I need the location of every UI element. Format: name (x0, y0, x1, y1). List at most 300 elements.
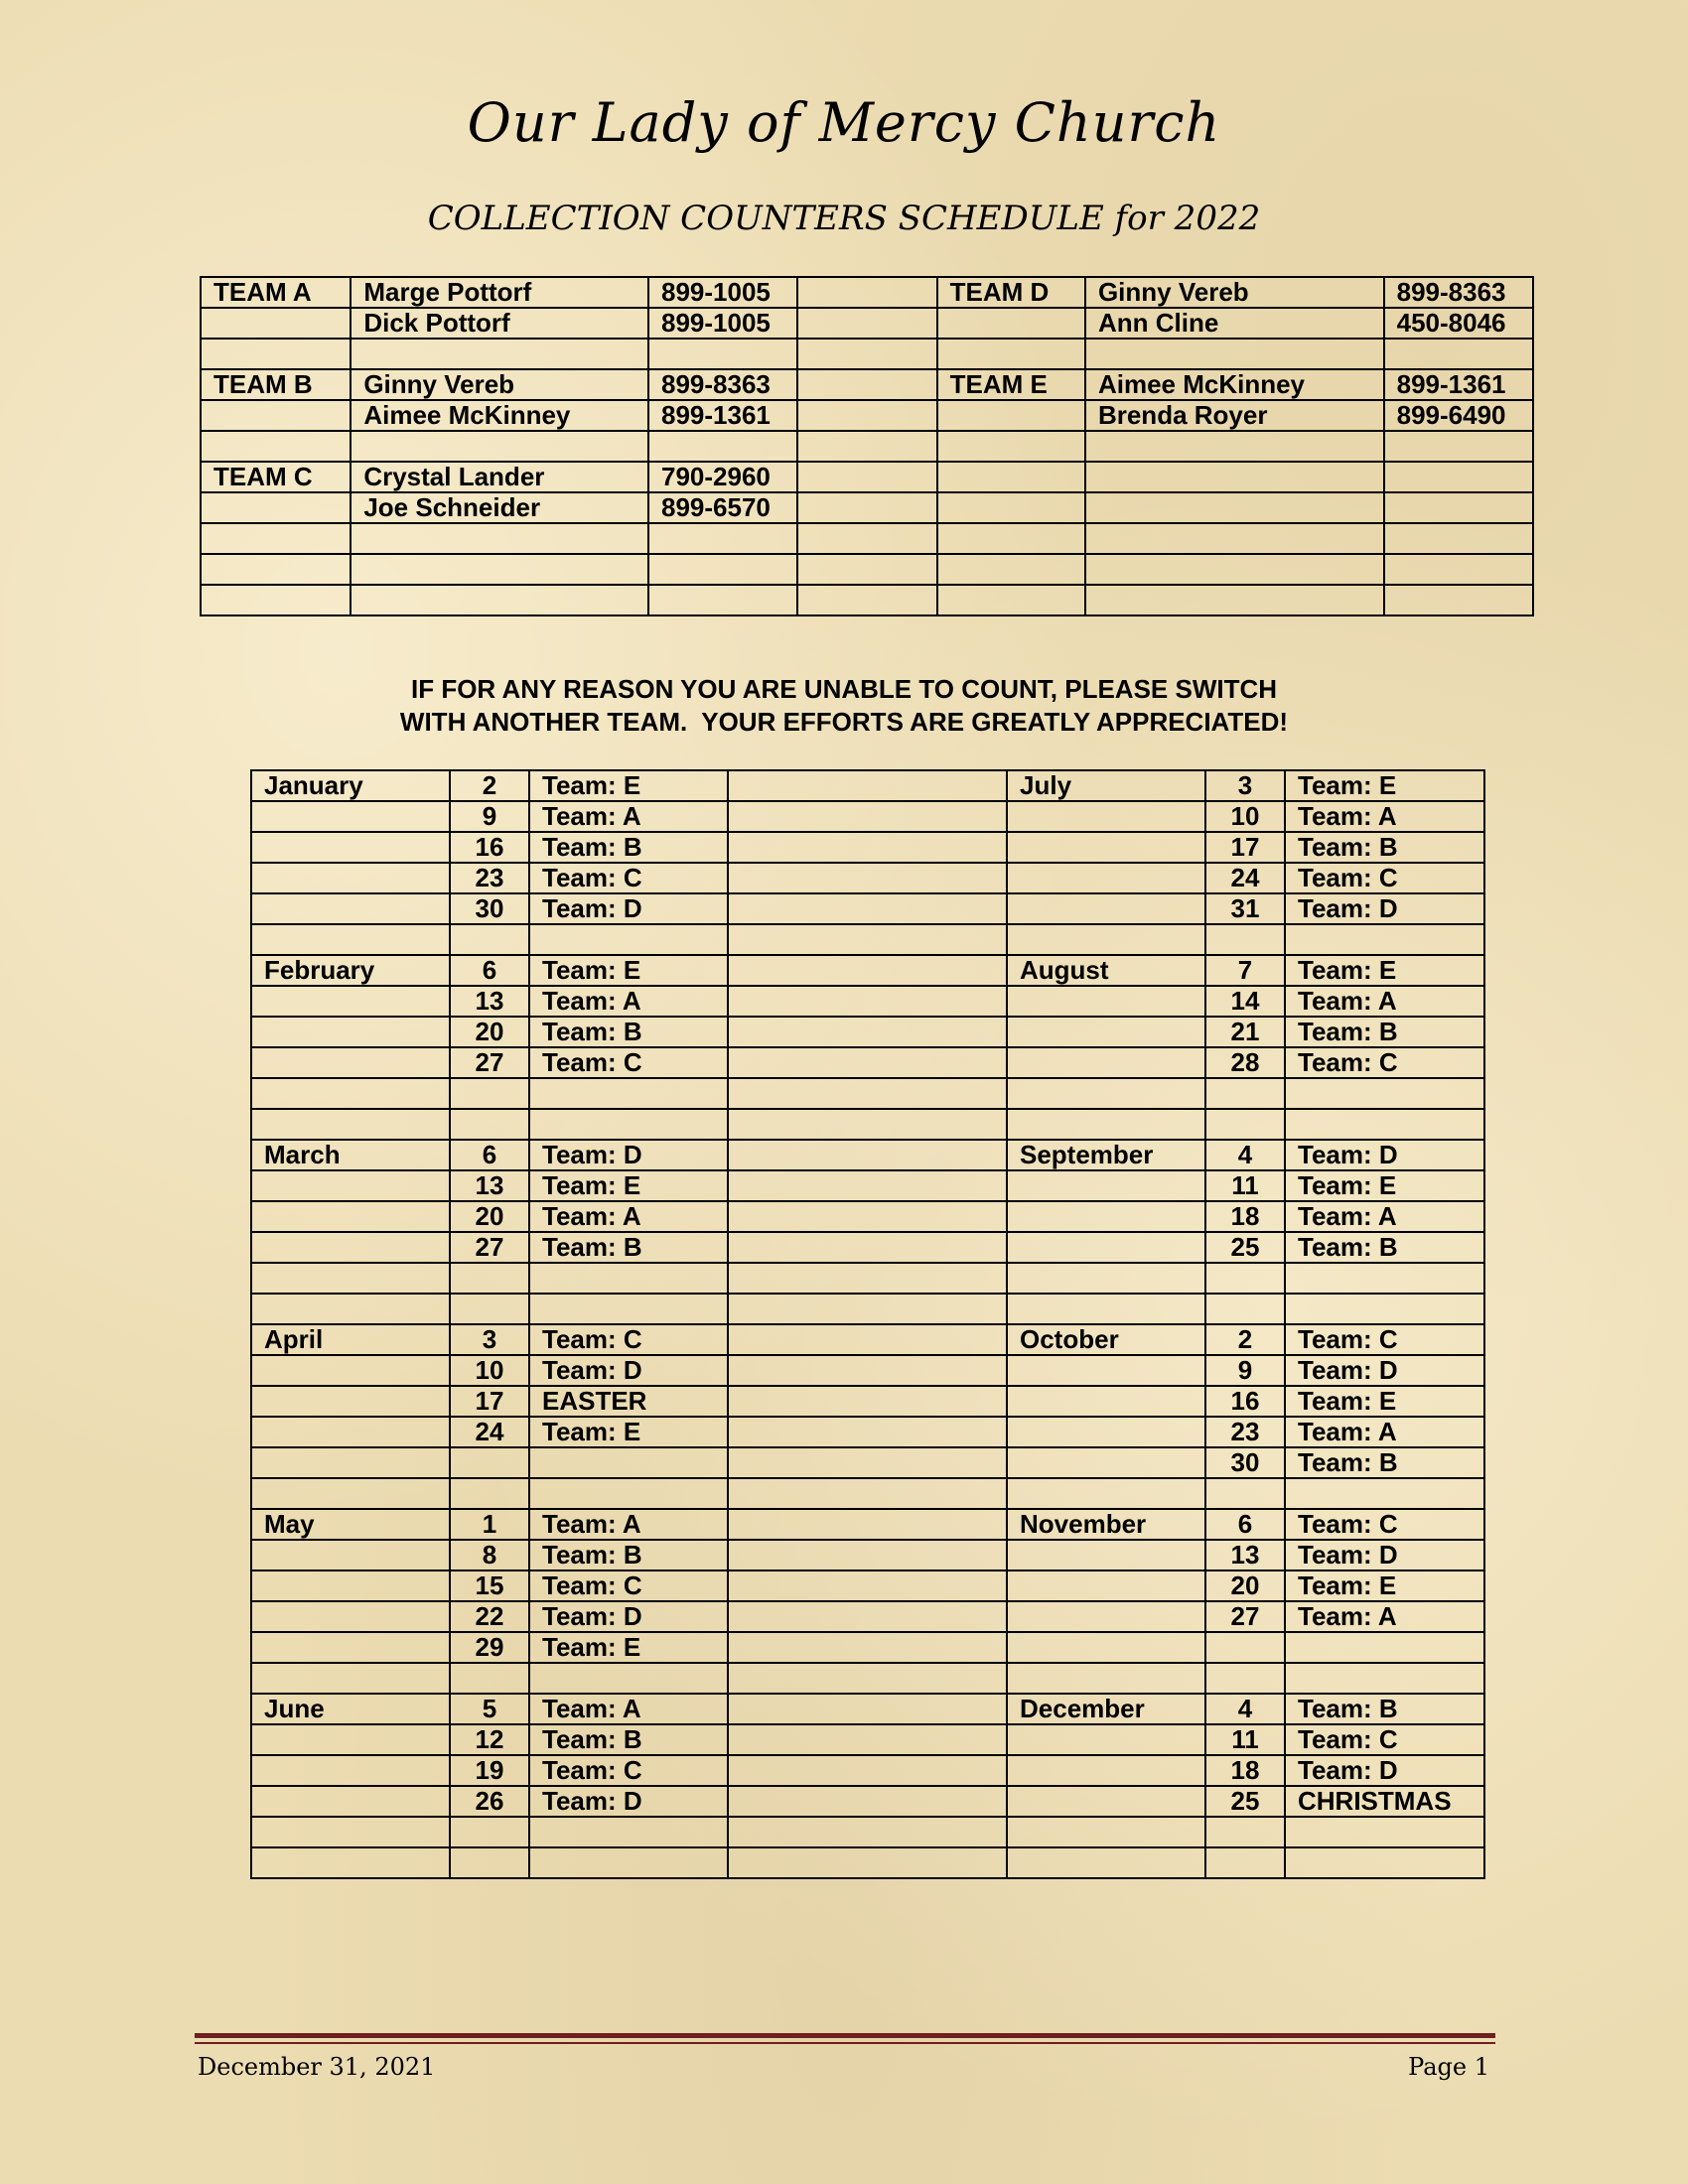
table-cell: Team: A (1285, 1201, 1484, 1232)
schedule-row (251, 1786, 1484, 1817)
table-cell (728, 1509, 1007, 1540)
table-cell (251, 1786, 450, 1817)
table-cell: 28 (1205, 1047, 1285, 1078)
table-cell: Team: D (1285, 1140, 1484, 1170)
table-cell (450, 1478, 529, 1509)
table-cell: TEAM D (937, 277, 1085, 308)
table-cell (728, 1294, 1007, 1324)
table-cell (1285, 1109, 1484, 1140)
table-cell: Team: B (1285, 1017, 1484, 1047)
table-cell (728, 1724, 1007, 1755)
table-cell: 7 (1205, 955, 1285, 986)
table-cell (728, 1755, 1007, 1786)
team-row (201, 369, 1533, 400)
team-row (201, 523, 1533, 554)
team-row (201, 554, 1533, 585)
table-cell: 4 (1205, 1140, 1285, 1170)
table-cell: 6 (450, 1140, 529, 1170)
table-cell: Aimee McKinney (351, 400, 648, 431)
table-cell: 4 (1205, 1694, 1285, 1724)
team-row (201, 277, 1533, 308)
table-cell (797, 277, 936, 308)
table-cell: Team: E (1285, 770, 1484, 801)
schedule-row (251, 1140, 1484, 1170)
table-cell (529, 1663, 728, 1694)
table-cell (251, 1386, 450, 1417)
table-cell (1007, 863, 1205, 893)
table-cell: January (251, 770, 450, 801)
table-cell (1285, 1478, 1484, 1509)
schedule-row (251, 1017, 1484, 1047)
table-cell (450, 1109, 529, 1140)
table-cell (1007, 1017, 1205, 1047)
table-cell (937, 523, 1085, 554)
table-cell (251, 1263, 450, 1294)
table-cell (450, 924, 529, 955)
table-cell (201, 554, 351, 585)
table-cell (1285, 1632, 1484, 1663)
table-cell (251, 924, 450, 955)
table-cell: 20 (450, 1201, 529, 1232)
table-cell (1085, 585, 1384, 615)
table-cell (937, 431, 1085, 462)
table-cell (1007, 1263, 1205, 1294)
table-cell: Team: B (1285, 832, 1484, 863)
table-cell (1007, 1447, 1205, 1478)
table-cell: June (251, 1694, 450, 1724)
schedule-row (251, 1294, 1484, 1324)
schedule-row (251, 1817, 1484, 1847)
table-cell (251, 1601, 450, 1632)
table-cell: Team: A (529, 986, 728, 1017)
schedule-row (251, 1540, 1484, 1570)
table-cell (1007, 1540, 1205, 1570)
table-cell: 899-8363 (1384, 277, 1533, 308)
table-cell (201, 585, 351, 615)
table-cell: Joe Schneider (351, 492, 648, 523)
table-cell: 3 (450, 1324, 529, 1355)
table-cell: Team: D (1285, 1540, 1484, 1570)
team-row (201, 585, 1533, 615)
table-cell: Team: A (1285, 1417, 1484, 1447)
table-cell (1085, 523, 1384, 554)
table-cell: Team: D (529, 1786, 728, 1817)
table-cell (251, 1632, 450, 1663)
schedule-row (251, 1601, 1484, 1632)
table-cell (351, 431, 648, 462)
table-cell (728, 1540, 1007, 1570)
table-cell: Team: B (529, 1724, 728, 1755)
table-cell: 24 (450, 1417, 529, 1447)
table-cell (450, 1663, 529, 1694)
schedule-row (251, 1047, 1484, 1078)
table-cell: 10 (1205, 801, 1285, 832)
notice-line-2: WITH ANOTHER TEAM. YOUR EFFORTS ARE GREATLY APPRECIATED! (399, 707, 1289, 737)
table-cell (1285, 1663, 1484, 1694)
table-cell (728, 1601, 1007, 1632)
table-cell (251, 1201, 450, 1232)
table-cell (1007, 1201, 1205, 1232)
table-cell (251, 1817, 450, 1847)
footer-rule-thin (195, 2042, 1495, 2044)
table-cell (450, 1817, 529, 1847)
table-cell (728, 1170, 1007, 1201)
table-cell: 899-6490 (1384, 400, 1533, 431)
table-cell (1384, 339, 1533, 369)
table-cell (728, 1786, 1007, 1817)
table-cell: 10 (450, 1355, 529, 1386)
table-cell: 899-1361 (648, 400, 797, 431)
footer-date: December 31, 2021 (198, 2053, 436, 2081)
table-cell: EASTER (529, 1386, 728, 1417)
table-cell: Team: D (529, 893, 728, 924)
table-cell (1384, 492, 1533, 523)
table-cell (1285, 1078, 1484, 1109)
table-cell (728, 1663, 1007, 1694)
table-cell (797, 585, 936, 615)
table-cell: 13 (1205, 1540, 1285, 1570)
table-cell (728, 801, 1007, 832)
table-cell: Ginny Vereb (351, 369, 648, 400)
table-cell: Aimee McKinney (1085, 369, 1384, 400)
schedule-row (251, 1078, 1484, 1109)
table-cell: Team: C (529, 1047, 728, 1078)
table-cell (728, 955, 1007, 986)
table-cell: 24 (1205, 863, 1285, 893)
schedule-row (251, 1201, 1484, 1232)
table-cell: Team: E (1285, 1170, 1484, 1201)
table-cell (251, 1570, 450, 1601)
table-cell (937, 400, 1085, 431)
table-cell (797, 339, 936, 369)
table-cell (728, 1140, 1007, 1170)
table-cell: TEAM A (201, 277, 351, 308)
table-cell (251, 1540, 450, 1570)
table-cell: 11 (1205, 1170, 1285, 1201)
table-cell (251, 986, 450, 1017)
table-cell (529, 924, 728, 955)
table-cell (1085, 462, 1384, 492)
table-cell: Team: B (529, 1017, 728, 1047)
table-cell (728, 770, 1007, 801)
table-cell: 19 (450, 1755, 529, 1786)
table-cell (251, 801, 450, 832)
table-cell: Team: E (529, 955, 728, 986)
schedule-row (251, 1694, 1484, 1724)
table-cell (648, 554, 797, 585)
table-cell (251, 1294, 450, 1324)
schedule-row (251, 1355, 1484, 1386)
schedule-row (251, 1447, 1484, 1478)
table-cell: July (1007, 770, 1205, 801)
table-cell (251, 1447, 450, 1478)
table-cell: TEAM C (201, 462, 351, 492)
table-cell (728, 863, 1007, 893)
table-cell: 27 (450, 1232, 529, 1263)
table-cell: 18 (1205, 1755, 1285, 1786)
table-cell: Team: C (529, 1755, 728, 1786)
table-cell (797, 492, 936, 523)
team-row (201, 400, 1533, 431)
table-cell: Team: C (1285, 1724, 1484, 1755)
table-cell: 14 (1205, 986, 1285, 1017)
table-cell: 23 (1205, 1417, 1285, 1447)
table-cell (1085, 554, 1384, 585)
table-cell (937, 554, 1085, 585)
table-cell (728, 1847, 1007, 1878)
table-cell: 15 (450, 1570, 529, 1601)
table-cell: Team: D (1285, 893, 1484, 924)
table-cell (251, 893, 450, 924)
table-cell: Team: A (529, 1694, 728, 1724)
table-cell (251, 1170, 450, 1201)
table-cell (529, 1817, 728, 1847)
table-cell (529, 1478, 728, 1509)
table-cell: Team: B (1285, 1447, 1484, 1478)
table-cell (1007, 1601, 1205, 1632)
table-cell (251, 1078, 450, 1109)
table-cell: 31 (1205, 893, 1285, 924)
table-cell (1285, 1263, 1484, 1294)
table-cell: 26 (450, 1786, 529, 1817)
table-cell: Ginny Vereb (1085, 277, 1384, 308)
table-cell (1384, 523, 1533, 554)
table-cell (797, 431, 936, 462)
schedule-row (251, 770, 1484, 801)
table-cell: 899-6570 (648, 492, 797, 523)
schedule-row (251, 1170, 1484, 1201)
table-cell: 6 (450, 955, 529, 986)
table-cell (728, 1324, 1007, 1355)
table-cell: 790-2960 (648, 462, 797, 492)
table-cell (1285, 1817, 1484, 1847)
table-cell: 11 (1205, 1724, 1285, 1755)
table-cell (728, 1263, 1007, 1294)
table-cell: December (1007, 1694, 1205, 1724)
table-cell: Team: E (1285, 1386, 1484, 1417)
table-cell (797, 308, 936, 339)
table-cell (351, 554, 648, 585)
table-cell (1085, 492, 1384, 523)
table-cell: Team: A (1285, 801, 1484, 832)
table-cell: Ann Cline (1085, 308, 1384, 339)
table-cell (797, 554, 936, 585)
table-cell: 899-8363 (648, 369, 797, 400)
table-cell: 899-1361 (1384, 369, 1533, 400)
table-cell: 22 (450, 1601, 529, 1632)
table-cell (529, 1447, 728, 1478)
page-title: Our Lady of Mercy Church (467, 91, 1221, 154)
table-cell (1085, 339, 1384, 369)
table-cell: Team: A (529, 1201, 728, 1232)
table-cell (529, 1078, 728, 1109)
table-cell (1085, 431, 1384, 462)
table-cell (1285, 1294, 1484, 1324)
table-cell: Team: A (529, 801, 728, 832)
table-cell: 16 (1205, 1386, 1285, 1417)
table-cell: Team: D (529, 1601, 728, 1632)
table-cell (728, 924, 1007, 955)
table-cell: Team: D (529, 1140, 728, 1170)
table-cell: 25 (1205, 1232, 1285, 1263)
table-cell (351, 339, 648, 369)
table-cell (797, 400, 936, 431)
team-row (201, 492, 1533, 523)
schedule-table-body (251, 770, 1484, 1878)
table-cell: Team: B (529, 1540, 728, 1570)
table-cell (1007, 1109, 1205, 1140)
table-cell (937, 339, 1085, 369)
table-cell: 13 (450, 1170, 529, 1201)
table-cell (251, 1355, 450, 1386)
table-cell: Team: B (529, 832, 728, 863)
table-cell: February (251, 955, 450, 986)
schedule-row (251, 1632, 1484, 1663)
table-cell (1007, 1817, 1205, 1847)
schedule-row (251, 801, 1484, 832)
table-cell (251, 1417, 450, 1447)
table-cell: 27 (1205, 1601, 1285, 1632)
table-cell (1205, 1847, 1285, 1878)
table-cell (1007, 1078, 1205, 1109)
table-cell (1007, 1355, 1205, 1386)
table-cell: Team: B (1285, 1694, 1484, 1724)
table-cell (648, 431, 797, 462)
table-cell (728, 1386, 1007, 1417)
table-cell (1007, 924, 1205, 955)
table-cell (1007, 1847, 1205, 1878)
table-cell (728, 1447, 1007, 1478)
table-cell: 17 (1205, 832, 1285, 863)
table-cell (529, 1263, 728, 1294)
table-cell: 9 (1205, 1355, 1285, 1386)
table-cell (529, 1109, 728, 1140)
teams-table (200, 276, 1534, 616)
table-cell: 13 (450, 986, 529, 1017)
table-cell (1007, 801, 1205, 832)
table-cell: 29 (450, 1632, 529, 1663)
table-cell: Team: B (529, 1232, 728, 1263)
table-cell (201, 431, 351, 462)
teams-table-body (201, 277, 1533, 615)
schedule-row (251, 924, 1484, 955)
table-cell (728, 1570, 1007, 1601)
table-cell: Team: A (529, 1509, 728, 1540)
table-cell (1007, 1786, 1205, 1817)
table-cell (1205, 1294, 1285, 1324)
table-cell (1205, 1109, 1285, 1140)
table-cell: 16 (450, 832, 529, 863)
table-cell (1007, 1663, 1205, 1694)
table-cell (1007, 986, 1205, 1017)
notice-line-1: IF FOR ANY REASON YOU ARE UNABLE TO COUNT, PLEASE SWITCH (410, 674, 1278, 704)
schedule-row (251, 1663, 1484, 1694)
page-subtitle: COLLECTION COUNTERS SCHEDULE for 2022 (427, 199, 1261, 238)
table-cell (450, 1447, 529, 1478)
table-cell (1007, 1478, 1205, 1509)
table-cell (1384, 431, 1533, 462)
table-cell (201, 523, 351, 554)
table-cell: Team: C (1285, 1047, 1484, 1078)
table-cell (1007, 1755, 1205, 1786)
table-cell (1007, 832, 1205, 863)
table-cell (1205, 1632, 1285, 1663)
table-cell: 2 (450, 770, 529, 801)
team-row (201, 431, 1533, 462)
table-cell (1007, 1232, 1205, 1263)
table-cell (450, 1078, 529, 1109)
table-cell (251, 1847, 450, 1878)
schedule-row (251, 1109, 1484, 1140)
table-cell (937, 308, 1085, 339)
table-cell: Team: E (1285, 955, 1484, 986)
table-cell (728, 986, 1007, 1017)
table-cell (937, 462, 1085, 492)
table-cell: Team: C (1285, 1324, 1484, 1355)
table-cell (1205, 1663, 1285, 1694)
team-row (201, 339, 1533, 369)
schedule-table (250, 769, 1485, 1879)
table-cell (1285, 1847, 1484, 1878)
table-cell: Team: E (529, 1632, 728, 1663)
table-cell (251, 1478, 450, 1509)
table-cell: Team: C (529, 863, 728, 893)
table-cell: Team: E (529, 1417, 728, 1447)
table-cell: 23 (450, 863, 529, 893)
schedule-row (251, 1417, 1484, 1447)
table-cell (1007, 893, 1205, 924)
team-row (201, 308, 1533, 339)
table-cell (728, 1694, 1007, 1724)
table-cell (201, 308, 351, 339)
table-cell (450, 1294, 529, 1324)
notice-text (0, 673, 1688, 739)
schedule-row (251, 1570, 1484, 1601)
table-cell: Team: E (529, 770, 728, 801)
table-cell (728, 1201, 1007, 1232)
table-cell: 450-8046 (1384, 308, 1533, 339)
table-cell (450, 1263, 529, 1294)
table-cell (1205, 1263, 1285, 1294)
table-cell (251, 1755, 450, 1786)
table-cell (1007, 1417, 1205, 1447)
table-cell: 899-1005 (648, 308, 797, 339)
table-cell (201, 400, 351, 431)
table-cell (797, 462, 936, 492)
table-cell (728, 832, 1007, 863)
table-cell (728, 1417, 1007, 1447)
table-cell (1205, 1478, 1285, 1509)
table-cell: 9 (450, 801, 529, 832)
table-cell: CHRISTMAS (1285, 1786, 1484, 1817)
table-cell (1285, 924, 1484, 955)
table-cell: 6 (1205, 1509, 1285, 1540)
table-cell: 25 (1205, 1786, 1285, 1817)
table-cell: Brenda Royer (1085, 400, 1384, 431)
schedule-row (251, 1724, 1484, 1755)
table-cell (1007, 1386, 1205, 1417)
table-cell (728, 1632, 1007, 1663)
table-cell: 21 (1205, 1017, 1285, 1047)
table-cell: Dick Pottorf (351, 308, 648, 339)
footer-rule (195, 2033, 1495, 2038)
table-cell: Team: E (1285, 1570, 1484, 1601)
table-cell: 18 (1205, 1201, 1285, 1232)
table-cell (251, 1109, 450, 1140)
table-cell (251, 1724, 450, 1755)
table-cell (1007, 1047, 1205, 1078)
table-cell: 30 (1205, 1447, 1285, 1478)
